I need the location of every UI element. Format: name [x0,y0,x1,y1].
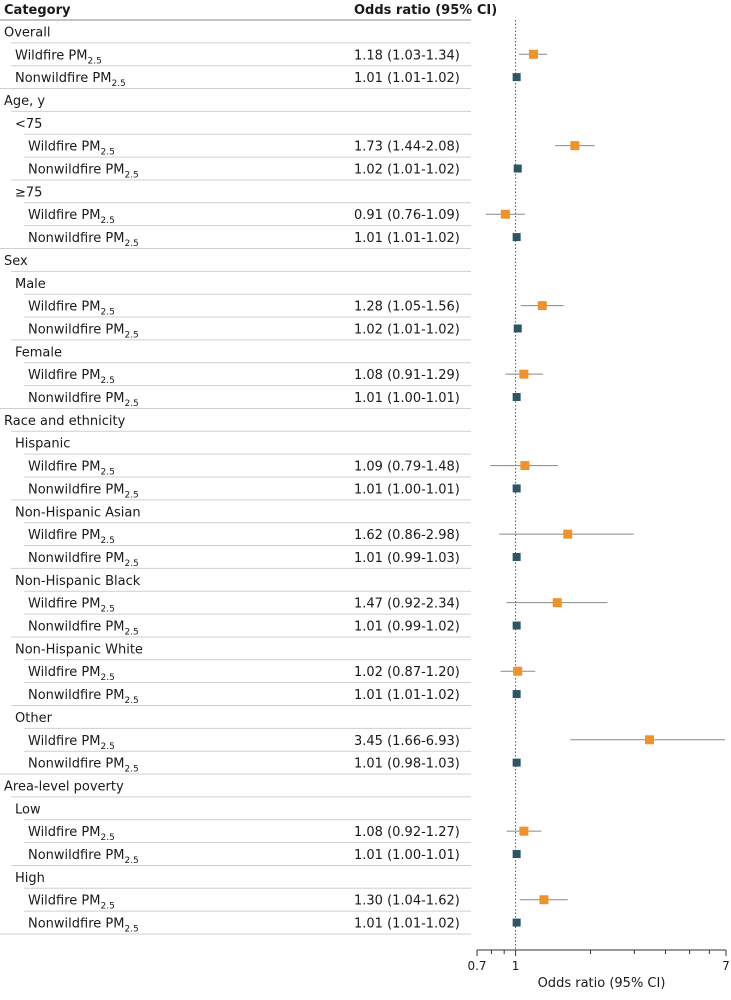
row-label-wildfire [28,208,115,226]
subscript-label: 2.5 [124,696,139,707]
odds-ratio-text: 0.91 (0.76-1.09) [354,208,460,224]
group-header-row [4,254,28,269]
point-estimate-nonwildfire [513,73,521,81]
nonwildfire-row [28,848,521,866]
row-label-text: Wildfire PM [28,459,101,475]
point-estimate-wildfire [570,141,579,150]
subscript-label: 2.5 [124,490,139,501]
odds-ratio-text: 1.01 (1.00-1.01) [354,391,460,407]
row-label-text: Nonwildfire PM [28,231,125,247]
row-label-nonwildfire [28,322,139,340]
odds-ratio-text: 1.01 (0.99-1.02) [354,619,460,635]
row-label-wildfire [28,665,115,683]
subscript-label: 2.5 [111,79,126,90]
row-label-text: Nonwildfire PM [28,322,125,338]
wildfire-row [28,140,595,158]
odds-ratio-text: 1.01 (1.01-1.02) [354,231,460,247]
nonwildfire-row [28,688,521,706]
wildfire-row [28,825,541,843]
nonwildfire-row [28,620,521,638]
subscript-label: 2.5 [100,833,115,844]
odds-ratio-text: 1.01 (1.01-1.02) [354,916,460,932]
group-header-row [4,414,126,429]
row-label-wildfire [28,597,115,615]
point-estimate-wildfire [513,667,522,676]
group-header-row [15,871,45,886]
point-estimate-wildfire [529,50,538,59]
wildfire-row [28,665,535,683]
wildfire-row [28,528,634,546]
group-label: ≥75 [15,185,43,201]
x-tick-label: 0.7 [467,959,487,973]
row-label-nonwildfire [28,482,139,500]
subscript-label: 2.5 [124,924,139,935]
group-label: Area-level poverty [4,779,124,795]
nonwildfire-row [28,231,521,249]
point-estimate-nonwildfire [513,622,521,630]
point-estimate-wildfire [645,735,654,744]
row-label-wildfire [28,140,115,158]
group-label: Male [15,276,46,292]
x-tick-label: 1 [511,959,520,973]
odds-ratio-text: 1.18 (1.03-1.34) [354,48,460,64]
group-label: Low [15,802,41,818]
wildfire-row [28,460,558,478]
row-label-text: Nonwildfire PM [28,550,125,566]
subscript-label: 2.5 [124,764,139,775]
row-label-text: Nonwildfire PM [28,848,125,864]
point-estimate-nonwildfire [513,233,521,241]
nonwildfire-row [28,391,521,409]
odds-ratio-text: 1.47 (0.92-2.34) [354,596,460,612]
nonwildfire-row [28,163,522,181]
row-label-text: Wildfire PM [28,893,101,909]
wildfire-row [28,597,608,615]
subscript-label: 2.5 [100,673,115,684]
row-label-text: Wildfire PM [28,825,101,841]
subscript-label: 2.5 [100,147,115,158]
subscript-label: 2.5 [87,56,102,67]
subscript-label: 2.5 [124,239,139,250]
wildfire-row [28,368,543,386]
row-label-text: Nonwildfire PM [28,916,125,932]
point-estimate-wildfire [519,370,528,379]
group-label: Non-Hispanic White [15,642,143,658]
odds-ratio-text: 1.01 (1.00-1.01) [354,482,460,498]
row-label-text: Nonwildfire PM [28,756,125,772]
row-label-text: Wildfire PM [28,368,101,384]
point-estimate-nonwildfire [513,553,521,561]
odds-ratio-text: 1.09 (0.79-1.48) [354,459,460,475]
odds-ratio-text: 1.28 (1.05-1.56) [354,299,460,315]
subscript-label: 2.5 [100,307,115,318]
group-label: Female [15,345,63,361]
group-label: Race and ethnicity [4,413,126,429]
row-label-nonwildfire [28,757,139,775]
subscript-label: 2.5 [100,467,115,478]
point-estimate-wildfire [563,530,572,539]
odds-ratio-text: 1.02 (1.01-1.02) [354,322,460,338]
group-header-row [15,117,42,132]
group-header-row [15,437,70,452]
row-label-wildfire [15,48,102,66]
point-estimate-wildfire [520,461,529,470]
group-label: High [15,870,45,886]
subscript-label: 2.5 [124,856,139,867]
row-label-nonwildfire [15,71,126,89]
row-label-wildfire [28,528,115,546]
x-axis [467,950,729,973]
x-axis-title: Odds ratio (95% CI) [537,976,666,991]
subscript-label: 2.5 [124,330,139,341]
subscript-label: 2.5 [100,376,115,387]
row-dividers [0,20,471,934]
group-header-row [4,25,50,40]
odds-ratio-text: 1.01 (1.00-1.01) [354,848,460,864]
nonwildfire-row [28,757,521,775]
row-label-text: Wildfire PM [28,528,101,544]
group-header-row [15,574,141,589]
point-estimate-nonwildfire [513,690,521,698]
odds-ratio-text: 1.02 (0.87-1.20) [354,665,460,681]
point-estimate-wildfire [539,895,548,904]
nonwildfire-row [15,71,521,89]
odds-ratio-text: 1.01 (0.98-1.03) [354,756,460,772]
group-header-row [15,802,41,817]
wildfire-row [28,734,725,752]
group-header-row [15,345,62,360]
point-estimate-wildfire [501,210,510,219]
point-estimate-nonwildfire [513,393,521,401]
row-label-wildfire [28,825,115,843]
group-label: Non-Hispanic Black [15,573,141,589]
row-label-nonwildfire [28,163,139,181]
odds-ratio-text: 1.01 (1.01-1.02) [354,71,460,87]
subscript-label: 2.5 [100,216,115,227]
group-label: Non-Hispanic Asian [15,505,141,521]
row-label-nonwildfire [28,551,139,569]
nonwildfire-row [28,322,522,340]
row-label-nonwildfire [28,620,139,638]
odds-ratio-text: 1.08 (0.91-1.29) [354,368,460,384]
subscript-label: 2.5 [124,170,139,181]
wildfire-row [28,208,525,226]
row-label-text: Nonwildfire PM [28,619,125,635]
row-label-text: Nonwildfire PM [15,71,112,87]
group-label: <75 [15,116,43,132]
point-estimate-nonwildfire [514,324,522,332]
row-label-text: Wildfire PM [28,299,101,315]
row-label-text: Nonwildfire PM [28,391,125,407]
nonwildfire-row [28,551,521,569]
subscript-label: 2.5 [124,399,139,410]
odds-ratio-text: 3.45 (1.66-6.93) [354,733,460,749]
row-label-text: Wildfire PM [28,733,101,749]
row-label-text: Wildfire PM [28,208,101,224]
subscript-label: 2.5 [100,536,115,547]
group-label: Age, y [4,93,46,109]
nonwildfire-row [28,917,521,935]
header-odds-ratio: Odds ratio (95% CI) [354,3,498,18]
group-header-row [15,185,42,200]
group-label: Other [15,710,52,726]
odds-ratio-text: 1.62 (0.86-2.98) [354,528,460,544]
odds-ratio-text: 1.02 (1.01-1.02) [354,162,460,178]
row-label-wildfire [28,460,115,478]
row-label-wildfire [28,734,115,752]
group-header-row [4,94,45,109]
wildfire-row [28,300,564,318]
row-label-text: Nonwildfire PM [28,482,125,498]
point-estimate-nonwildfire [513,850,521,858]
group-label: Overall [4,25,51,41]
row-label-text: Wildfire PM [28,139,101,155]
group-header-row [15,642,143,657]
group-label: Sex [4,253,28,269]
point-estimate-nonwildfire [513,759,521,767]
rows [4,25,725,934]
odds-ratio-text: 1.73 (1.44-2.08) [354,139,460,155]
row-label-nonwildfire [28,848,139,866]
row-label-wildfire [28,894,115,912]
row-label-text: Wildfire PM [15,48,88,64]
point-estimate-wildfire [519,827,528,836]
row-label-nonwildfire [28,688,139,706]
row-label-wildfire [28,368,115,386]
group-header-row [15,711,53,726]
row-label-text: Nonwildfire PM [28,688,125,704]
nonwildfire-row [28,482,521,500]
row-label-nonwildfire [28,917,139,935]
wildfire-row [15,48,547,66]
wildfire-row [28,894,568,912]
odds-ratio-text: 1.30 (1.04-1.62) [354,893,460,909]
subscript-label: 2.5 [100,741,115,752]
point-estimate-nonwildfire [514,165,522,173]
subscript-label: 2.5 [100,901,115,912]
subscript-label: 2.5 [100,604,115,615]
odds-ratio-text: 1.08 (0.92-1.27) [354,825,460,841]
point-estimate-nonwildfire [513,919,521,927]
odds-ratio-text: 1.01 (0.99-1.03) [354,550,460,566]
subscript-label: 2.5 [124,558,139,569]
odds-ratio-text: 1.01 (1.01-1.02) [354,688,460,704]
point-estimate-wildfire [538,301,547,310]
row-label-text: Nonwildfire PM [28,162,125,178]
row-label-nonwildfire [28,231,139,249]
header-category: Category [4,3,71,18]
row-label-text: Wildfire PM [28,596,101,612]
group-header-row [15,505,141,520]
row-label-nonwildfire [28,391,139,409]
group-header-row [15,277,46,292]
point-estimate-wildfire [553,598,562,607]
x-tick-label: 7 [722,959,730,973]
group-label: Hispanic [15,436,71,452]
row-label-text: Wildfire PM [28,665,101,681]
row-label-wildfire [28,300,115,318]
subscript-label: 2.5 [124,627,139,638]
group-header-row [4,779,124,794]
point-estimate-nonwildfire [513,484,521,492]
